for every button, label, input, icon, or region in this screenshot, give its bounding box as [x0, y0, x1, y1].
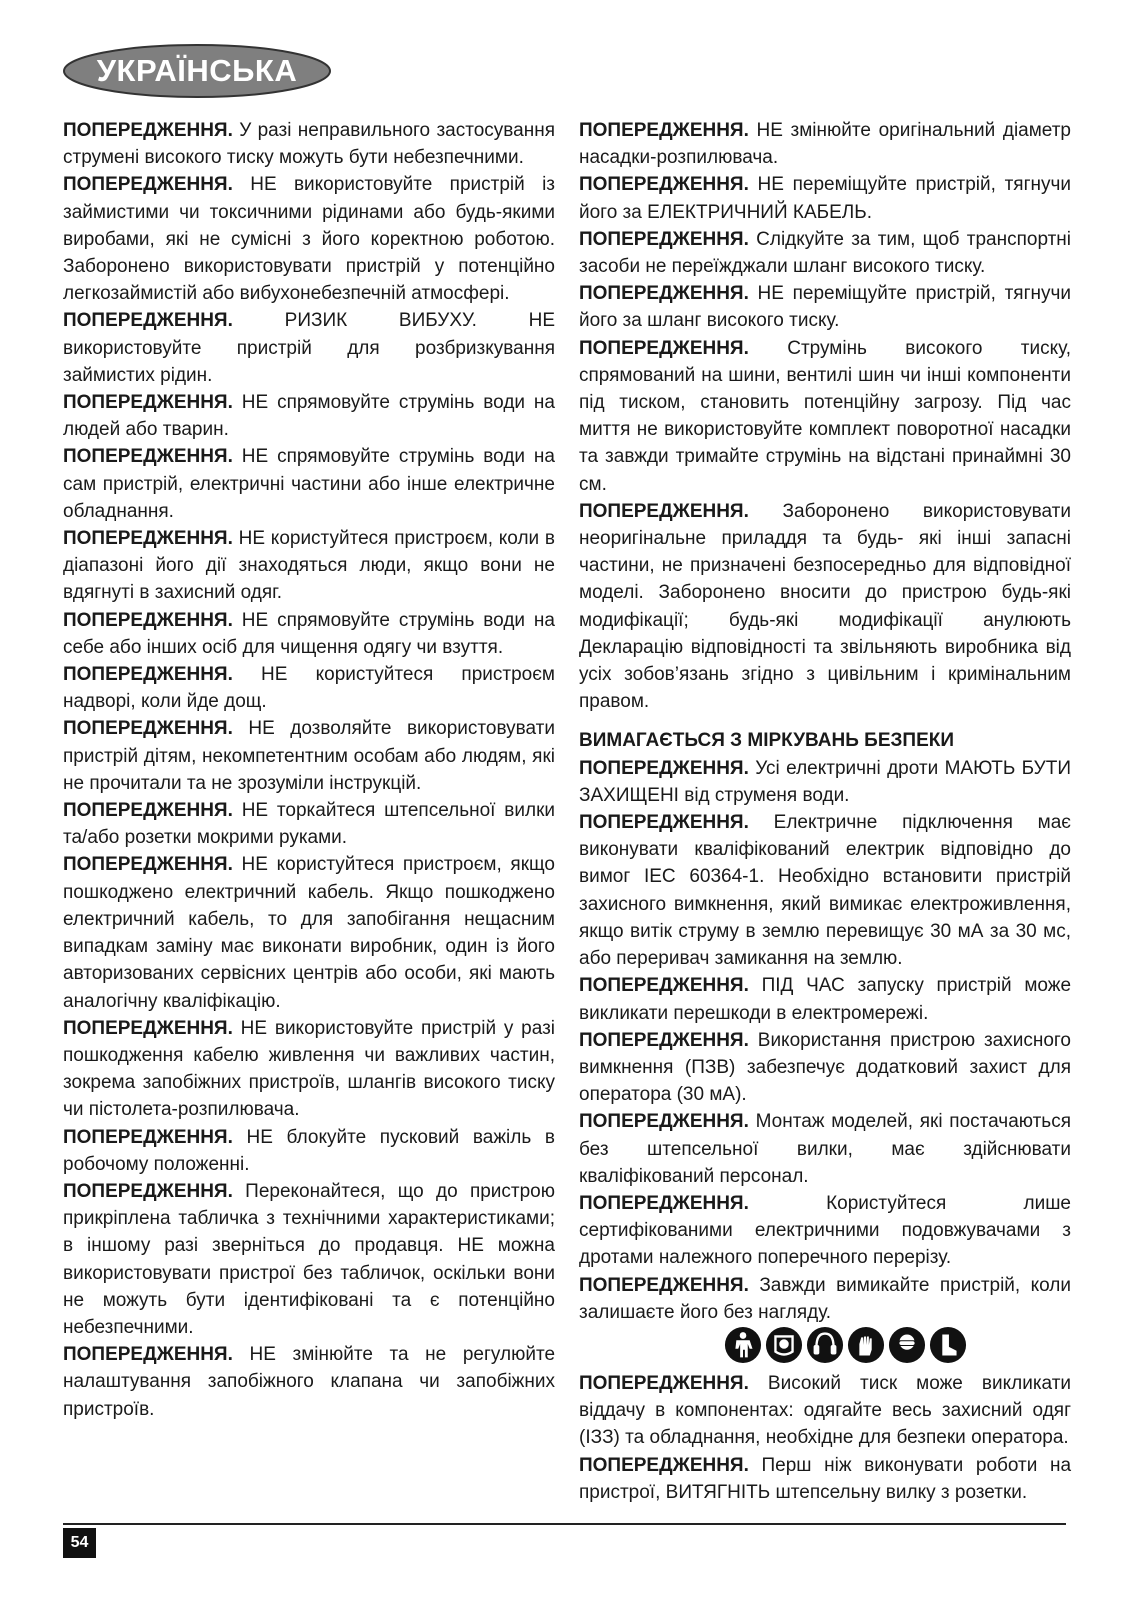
warning-paragraph: ПОПЕРЕДЖЕННЯ. НЕ використовуйте пристрій у разі пошкодження кабелю живлення чи важливих частин, зокрема запобіжних пристроїв, шлангів високого тиску чи пістолета-розпилювача. [63, 1017, 555, 1121]
safety-boots-icon [929, 1326, 967, 1364]
warning-paragraph: ПОПЕРЕДЖЕННЯ. Користуйтеся лише сертифікованими електричними подовжувачами з дротами належного поперечного перерізу. [579, 1192, 1071, 1269]
warning-paragraph: ПОПЕРЕДЖЕННЯ. У разі неправильного застосування струмені високого тиску можуть бути небезпечними. [63, 120, 555, 169]
warning-paragraph: ПОПЕРЕДЖЕННЯ. Заборонено використовувати неоригінальне приладдя та будь- які інші запасні частини, не призначені безпосередньо для відповідної моделі. Заборонено вносити до пристрою будь-які модифікації; будь-які модифікації анулюють Декларацію відповідності та звільняють виробника від усіх зобов’язань згідно з цивільним і кримінальним правом. [579, 500, 1071, 713]
page-number: 54 [63, 1528, 96, 1558]
warning-paragraph: ПОПЕРЕДЖЕННЯ. НЕ дозволяйте використовувати пристрій дітям, некомпетентним особам або людям, які не прочитали та не зрозуміли інструкцій. [63, 718, 555, 794]
ear-protection-icon [806, 1326, 844, 1364]
warning-paragraph: ПОПЕРЕДЖЕННЯ. НЕ блокуйте пусковий важіль в робочому положенні. [63, 1126, 555, 1175]
warning-paragraph: ПОПЕРЕДЖЕННЯ. Слідкуйте за тим, щоб транспортні засоби не переїжджали шланг високого тиску. [579, 228, 1072, 278]
warning-paragraph: ПОПЕРЕДЖЕННЯ. ПІД ЧАС запуску пристрій може викликати перешкоди в електромережі. [579, 975, 1072, 1024]
right-column [579, 117, 1071, 1506]
warning-paragraph: ПОПЕРЕДЖЕННЯ. Високий тиск може викликати віддачу в компонентах: одягайте весь захисний одяг (ІЗЗ) та обладнання, необхідне для безпеки оператора. [579, 1372, 1072, 1449]
footer-rule [63, 1523, 1066, 1525]
warning-paragraph: ПОПЕРЕДЖЕННЯ. НЕ змінюйте оригінальний діаметр насадки-розпилювача. [579, 120, 1072, 169]
warning-paragraph: ПОПЕРЕДЖЕННЯ. НЕ користуйтеся пристроєм, коли в діапазоні його дії знаходяться люди, якщо вони не вдягнуті в захисний одяг. [63, 528, 556, 604]
warning-paragraph: ПОПЕРЕДЖЕННЯ. Перш ніж виконувати роботи на пристрої, ВИТЯГНІТЬ штепсельну вилку з розетки. [579, 1454, 1072, 1503]
left-column [63, 117, 555, 1423]
protective-suit-icon [724, 1326, 762, 1364]
warning-paragraph: ПОПЕРЕДЖЕННЯ. НЕ використовуйте пристрій із займистими чи токсичними рідинами або будь-якими виробами, які не сумісні з його коректною роботою. Заборонено використовувати пристрій у потенційно легкозаймистій або вибухонебезпечній атмосфері. [63, 174, 555, 305]
warning-paragraph: ПОПЕРЕДЖЕННЯ. НЕ спрямовуйте струмінь води на людей або тварин. [63, 392, 555, 441]
warning-paragraph: ПОПЕРЕДЖЕННЯ. Переконайтеся, що до пристрою прикріплена табличка з технічними характеристиками; в іншому разі зверніться до продавця. НЕ можна використовувати пристрої без табличок, оскільки вони не можуть бути ідентифіковані та є потенційно небезпечними. [63, 1180, 555, 1338]
warning-paragraph: ПОПЕРЕДЖЕННЯ. Струмінь високого тиску, спрямований на шини, вентилі шин чи інші компоненти під тиском, становить потенційну загрозу. Під час миття не використовуйте комплект поворотної насадки та завжди тримайте струмінь на відстані принаймні 30 см. [579, 337, 1071, 495]
warning-paragraph: ПОПЕРЕДЖЕННЯ. Електричне підключення має виконувати кваліфікований електрик відповідно до вимог IEC 60364-1. Необхідно встановити пристрій захисного вимкнення, який вимикає електроживлення, якщо витік струму в землю перевищує 30 мА за 30 мс, або переривач замикання на землю. [579, 812, 1072, 970]
face-shield-icon [765, 1326, 803, 1364]
warning-paragraph: ПОПЕРЕДЖЕННЯ. Усі електричні дроти МАЮТЬ БУТИ ЗАХИЩЕНІ від струменя води. [579, 757, 1072, 806]
warning-paragraph: ПОПЕРЕДЖЕННЯ. Завжди вимикайте пристрій, коли залишаєте його без нагляду. [579, 1274, 1072, 1323]
ppe-icons-row [619, 1326, 1071, 1366]
warning-paragraph: ПОПЕРЕДЖЕННЯ. НЕ спрямовуйте струмінь води на себе або інших осіб для чищення одягу чи взуття. [63, 609, 555, 658]
warning-paragraph: ПОПЕРЕДЖЕННЯ. НЕ користуйтеся пристроєм надворі, коли йде дощ. [63, 664, 555, 713]
warning-paragraph: ПОПЕРЕДЖЕННЯ. НЕ спрямовуйте струмінь води на сам пристрій, електричні частини або інше електричне обладнання. [63, 446, 555, 522]
goggles-icon [888, 1326, 926, 1364]
warning-paragraph: ПОПЕРЕДЖЕННЯ. НЕ переміщуйте пристрій, тягнучи його за ЕЛЕКТРИЧНИЙ КАБЕЛЬ. [579, 174, 1072, 223]
language-badge [62, 42, 332, 100]
warning-paragraph: ПОПЕРЕДЖЕННЯ. Монтаж моделей, які постачаються без штепсельної вилки, має здійснювати кваліфікований персонал. [579, 1111, 1071, 1187]
gloves-icon [847, 1326, 885, 1364]
section-title: ВИМАГАЄТЬСЯ З МІРКУВАНЬ БЕЗПЕКИ [579, 730, 954, 752]
language-label: УКРАЇНСЬКА [96, 53, 298, 88]
warning-paragraph: ПОПЕРЕДЖЕННЯ. НЕ торкайтеся штепсельної вилки та/або розетки мокрими руками. [63, 800, 555, 849]
warning-paragraph: ПОПЕРЕДЖЕННЯ. НЕ переміщуйте пристрій, тягнучи його за шланг високого тиску. [579, 283, 1072, 332]
warning-paragraph: ПОПЕРЕДЖЕННЯ. НЕ змінюйте та не регулюйте налаштування запобіжного клапана чи запобіжних пристроїв. [63, 1344, 556, 1420]
warning-paragraph: ПОПЕРЕДЖЕННЯ. РИЗИК ВИБУХУ. НЕ використовуйте пристрій для розбризкування займистих рідин. [63, 310, 555, 386]
warning-paragraph: ПОПЕРЕДЖЕННЯ. НЕ користуйтеся пристроєм, якщо пошкоджено електричний кабель. Якщо пошкоджено електричний кабель, то для запобігання нещасним випадкам заміну має виконати виробник, один із його авторизованих сервісних центрів або особи, які мають аналогічну кваліфікацію. [63, 854, 555, 1012]
warning-paragraph: ПОПЕРЕДЖЕННЯ. Використання пристрою захисного вимкнення (ПЗВ) забезпечує додатковий захист для оператора (30 мА). [579, 1029, 1071, 1106]
